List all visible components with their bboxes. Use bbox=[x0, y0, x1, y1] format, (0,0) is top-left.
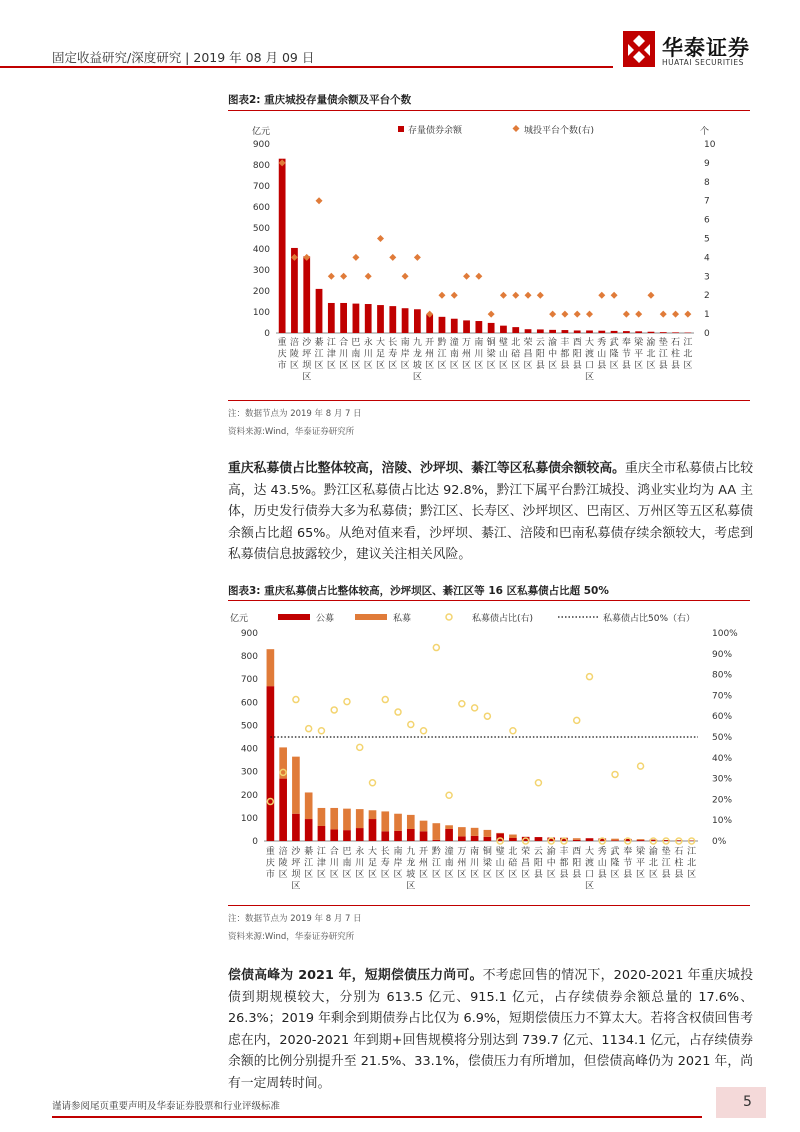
x-tick-label-渝北区: 渝北区 bbox=[646, 338, 656, 371]
point-ratio-武隆区 bbox=[612, 771, 618, 777]
bar-大足区 bbox=[377, 305, 384, 333]
x-tick-label-武隆区: 武隆区 bbox=[610, 847, 620, 880]
x-tick-label-南岸区: 南岸区 bbox=[400, 338, 410, 371]
x-tick-label-酉阳县: 酉阳县 bbox=[572, 338, 582, 371]
bar-渝北区 bbox=[648, 332, 655, 333]
bar-秀山县 bbox=[598, 331, 605, 333]
x-tick-label-巴南区: 巴南区 bbox=[351, 338, 361, 371]
bar-潼南区 bbox=[451, 319, 458, 333]
x-tick-label-綦江区: 綦江区 bbox=[304, 847, 314, 880]
bar-江津区 bbox=[328, 303, 335, 333]
x-tick-label-合川区: 合川区 bbox=[339, 338, 349, 371]
figure3-source: 资料来源:Wind，华泰证券研究所 bbox=[228, 932, 355, 942]
point-大渡口区 bbox=[586, 311, 593, 318]
figure2-top-rule bbox=[228, 110, 750, 111]
point-ratio-大足区 bbox=[370, 780, 376, 786]
bar-public-大渡口区 bbox=[586, 838, 594, 841]
bar-public-永川区 bbox=[356, 828, 364, 841]
point-奉节县 bbox=[623, 311, 630, 318]
x-tick-label-大足区: 大足区 bbox=[375, 338, 386, 371]
bar-合川区 bbox=[340, 303, 347, 333]
paragraph-private-bond-body: 重庆全市私募债占比较高，达 43.5%。黔江区私募债占比达 92.8%，黔江下属平台黔江城投、鸿业实业均为 AA 主体，历史发行债券大多为私募债；黔江区、长寿区、沙坪坝区、巴南区、万州区等五区私募债余额占比超 65%。从绝对值来看，沙坪坝、綦江、涪陵和巴南私募债存续余额较大，考虑到私募债信息披露较少，建议关注相关风险。 bbox=[228, 461, 754, 562]
header-divider bbox=[0, 66, 613, 68]
x-tick-label-江北区: 江北区 bbox=[687, 847, 697, 880]
bar-public-云阳县 bbox=[535, 837, 543, 841]
bar-永川区 bbox=[365, 304, 372, 333]
point-綦江区 bbox=[316, 197, 323, 204]
point-ratio-酉阳县 bbox=[574, 717, 580, 723]
bar-铜梁区 bbox=[488, 323, 495, 333]
point-梁平区 bbox=[635, 311, 642, 318]
point-荣昌区 bbox=[525, 292, 532, 299]
bar-private-大足区 bbox=[369, 810, 377, 819]
bar-public-北碚区 bbox=[509, 838, 517, 841]
y2-tick-label: 8 bbox=[704, 177, 710, 188]
point-长寿区 bbox=[389, 254, 396, 261]
page-number: 5 bbox=[743, 1094, 752, 1110]
y-tick-label: 700 bbox=[252, 182, 270, 192]
x-tick-label-长寿区: 长寿区 bbox=[388, 338, 398, 371]
figure2-source: 资料来源:Wind，华泰证券研究所 bbox=[228, 427, 355, 437]
point-ratio-万州区 bbox=[459, 701, 465, 707]
figure2-note: 注：数据节点为 2019 年 8 月 7 日 bbox=[228, 409, 362, 419]
bar-綦江区 bbox=[316, 289, 323, 333]
point-ratio-巴南区 bbox=[344, 699, 350, 705]
point-江北区 bbox=[684, 311, 691, 318]
y2-tick-label: 10% bbox=[712, 816, 733, 827]
x-tick-label-潼南区: 潼南区 bbox=[449, 338, 459, 371]
x-tick-label-开州区: 开州区 bbox=[419, 847, 429, 880]
x-tick-label-涪陵区: 涪陵区 bbox=[289, 338, 299, 371]
bar-public-九龙坡区 bbox=[407, 829, 415, 841]
bar-public-涪陵区 bbox=[279, 779, 287, 841]
bar-北碚区 bbox=[512, 327, 519, 333]
y2-tick-label: 6 bbox=[704, 215, 710, 226]
point-ratio-长寿区 bbox=[382, 697, 388, 703]
point-九龙坡区 bbox=[414, 254, 421, 261]
x-tick-label-江津区: 江津区 bbox=[326, 338, 336, 371]
x-tick-label-垫江县: 垫江县 bbox=[661, 847, 671, 880]
legend-swatch-ratio bbox=[446, 614, 452, 620]
bar-垫江县 bbox=[660, 332, 667, 333]
paragraph-repayment-peak-lead: 偿债高峰为 2021 年，短期偿债压力尚可。 bbox=[228, 968, 483, 983]
x-tick-label-南岸区: 南岸区 bbox=[393, 847, 403, 880]
x-tick-label-合川区: 合川区 bbox=[329, 847, 339, 880]
bar-private-铜梁区 bbox=[484, 830, 492, 837]
point-ratio-大渡口区 bbox=[587, 674, 593, 680]
point-渝中区 bbox=[549, 311, 556, 318]
bar-public-沙坪坝区 bbox=[292, 814, 300, 841]
bar-public-合川区 bbox=[330, 829, 338, 841]
x-tick-label-沙坪坝区: 沙坪坝区 bbox=[302, 338, 312, 383]
y2-tick-label: 3 bbox=[704, 272, 710, 283]
y-axis-unit-label: 亿元 bbox=[230, 614, 249, 624]
x-tick-label-江津区: 江津区 bbox=[316, 847, 326, 880]
legend-swatch-diamond bbox=[513, 125, 520, 132]
point-ratio-永川区 bbox=[357, 744, 363, 750]
bar-private-南川区 bbox=[471, 828, 479, 836]
y-tick-label: 100 bbox=[240, 813, 258, 824]
x-tick-label-沙坪坝区: 沙坪坝区 bbox=[291, 847, 301, 892]
y-tick-label: 700 bbox=[240, 675, 258, 686]
y-tick-label: 800 bbox=[252, 161, 270, 171]
y2-tick-label: 0% bbox=[712, 837, 727, 847]
x-tick-label-万州区: 万州区 bbox=[457, 847, 467, 880]
bar-酉阳县 bbox=[574, 330, 581, 333]
x-tick-label-永川区: 永川区 bbox=[355, 847, 365, 880]
bar-渝中区 bbox=[549, 330, 556, 333]
point-ratio-梁平区 bbox=[638, 763, 644, 769]
paragraph-private-bond-lead: 重庆私募债占比整体较高，涪陵、沙坪坝、綦江等区私募债余额较高。 bbox=[228, 461, 625, 476]
bar-private-永川区 bbox=[356, 809, 364, 828]
point-巴南区 bbox=[352, 254, 359, 261]
figure2-chart bbox=[228, 114, 750, 399]
legend-swatch-private bbox=[355, 614, 387, 620]
company-logo bbox=[622, 30, 782, 70]
bar-沙坪坝区 bbox=[303, 256, 310, 333]
paragraph-repayment-peak-body: 不考虑回售的情况下，2020-2021 年重庆城投债到期规模较大，分别为 613.5 亿元、915.1 亿元，占存续债券余额总量的 17.6%、26.3%；2019 年剩余到期债券占比仅为 6.9%，短期偿债压力不算太大。若将含权债回售考虑在内，2020-2021 年到期+回售规模将分别达到 739.7 亿元、1134.1 亿元，占存续债券余额的比例分别提升至 21.5%、33.1%，偿债压力有所增加，但偿债高峰仍为 2021 年，尚有一定周转时间。 bbox=[228, 968, 753, 1091]
x-tick-label-铜梁区: 铜梁区 bbox=[486, 338, 496, 371]
footer-disclaimer: 谨请参阅尾页重要声明及华泰证券股票和行业评级标准 bbox=[52, 1101, 281, 1112]
legend-label-threshold: 私募债占比50%（右） bbox=[603, 614, 696, 624]
bar-public-酉阳县 bbox=[573, 840, 581, 841]
bar-private-江津区 bbox=[318, 808, 326, 826]
x-tick-label-万州区: 万州区 bbox=[462, 338, 472, 371]
y2-tick-label: 1 bbox=[704, 310, 710, 321]
bar-private-黔江区 bbox=[432, 823, 440, 840]
y-tick-label: 300 bbox=[252, 266, 270, 276]
y2-tick-label: 80% bbox=[712, 670, 733, 681]
y2-tick-label: 0 bbox=[704, 329, 710, 339]
x-tick-label-大渡口区: 大渡口区 bbox=[584, 338, 595, 383]
x-tick-label-秀山县: 秀山县 bbox=[597, 847, 607, 880]
y2-tick-label: 60% bbox=[712, 712, 733, 723]
bar-丰都县 bbox=[562, 330, 569, 333]
bar-private-酉阳县 bbox=[573, 838, 581, 840]
x-tick-label-九龙坡区: 九龙坡区 bbox=[406, 847, 416, 892]
bar-云阳县 bbox=[537, 329, 544, 333]
bar-private-沙坪坝区 bbox=[292, 757, 300, 814]
point-北碚区 bbox=[512, 292, 519, 299]
figure3-note: 注：数据节点为 2019 年 8 月 7 日 bbox=[228, 914, 362, 924]
x-tick-label-涪陵区: 涪陵区 bbox=[278, 847, 288, 880]
x-tick-label-垫江县: 垫江县 bbox=[658, 338, 668, 371]
y2-tick-label: 20% bbox=[712, 795, 733, 806]
point-石柱县 bbox=[672, 311, 679, 318]
bar-public-潼南区 bbox=[445, 829, 453, 841]
point-永川区 bbox=[365, 273, 372, 280]
y-tick-label: 900 bbox=[252, 140, 270, 150]
bar-重庆市 bbox=[279, 159, 286, 333]
point-丰都县 bbox=[561, 311, 568, 318]
x-tick-label-荣昌区: 荣昌区 bbox=[523, 338, 533, 371]
footer-page-tab bbox=[716, 1087, 766, 1118]
bar-private-万州区 bbox=[458, 827, 466, 836]
point-铜梁区 bbox=[488, 311, 495, 318]
point-ratio-云阳县 bbox=[535, 780, 541, 786]
y-tick-label: 400 bbox=[252, 245, 270, 255]
x-tick-label-秀山县: 秀山县 bbox=[597, 338, 607, 371]
point-ratio-潼南区 bbox=[446, 792, 452, 798]
x-tick-label-璧山区: 璧山区 bbox=[498, 338, 508, 371]
x-tick-label-奉节县: 奉节县 bbox=[623, 847, 633, 880]
x-tick-label-重庆市: 重庆市 bbox=[265, 847, 275, 880]
point-ratio-江津区 bbox=[318, 728, 324, 734]
x-tick-label-云阳县: 云阳县 bbox=[535, 338, 545, 371]
x-tick-label-开州区: 开州区 bbox=[425, 338, 435, 371]
paragraph-private-bond bbox=[228, 458, 753, 566]
figure3-chart bbox=[228, 603, 750, 903]
bar-public-铜梁区 bbox=[484, 837, 492, 841]
point-黔江区 bbox=[438, 292, 445, 299]
x-tick-label-丰都县: 丰都县 bbox=[560, 338, 570, 371]
y2-tick-label: 4 bbox=[704, 253, 710, 264]
bar-private-九龙坡区 bbox=[407, 815, 415, 829]
x-tick-label-石柱县: 石柱县 bbox=[674, 847, 684, 880]
x-tick-label-南川区: 南川区 bbox=[470, 847, 480, 880]
bar-public-黔江区 bbox=[432, 840, 440, 841]
point-璧山区 bbox=[500, 292, 507, 299]
y2-tick-label: 30% bbox=[712, 774, 733, 785]
x-tick-label-荣昌区: 荣昌区 bbox=[521, 847, 531, 880]
bar-private-武隆区 bbox=[611, 839, 619, 841]
bar-public-武隆区 bbox=[611, 840, 619, 841]
bar-private-梁平区 bbox=[637, 839, 645, 840]
bar-万州区 bbox=[463, 320, 470, 333]
y-tick-label: 200 bbox=[252, 287, 270, 297]
point-ratio-沙坪坝区 bbox=[293, 697, 299, 703]
x-tick-label-梁平区: 梁平区 bbox=[634, 338, 644, 371]
x-tick-label-南川区: 南川区 bbox=[474, 338, 484, 371]
paragraph-repayment-peak bbox=[228, 965, 753, 1094]
bar-长寿区 bbox=[389, 306, 396, 333]
bar-private-开州区 bbox=[420, 821, 428, 832]
point-武隆区 bbox=[611, 292, 618, 299]
x-tick-label-綦江区: 綦江区 bbox=[314, 338, 324, 371]
point-垫江县 bbox=[660, 311, 667, 318]
y-axis-unit-label: 亿元 bbox=[252, 127, 271, 137]
logo-text-en: HUATAI SECURITIES bbox=[662, 58, 744, 67]
y2-tick-label: 90% bbox=[712, 649, 733, 660]
x-tick-label-武隆区: 武隆区 bbox=[609, 338, 619, 371]
figure3-title: 图表3: 重庆私募债占比整体较高，沙坪坝区、綦江区等 16 区私募债占比超 50% bbox=[228, 585, 609, 597]
point-万州区 bbox=[463, 273, 470, 280]
x-tick-label-黔江区: 黔江区 bbox=[437, 338, 447, 371]
bar-public-江津区 bbox=[318, 826, 326, 841]
y2-tick-label: 100% bbox=[712, 629, 738, 639]
x-tick-label-酉阳县: 酉阳县 bbox=[572, 847, 582, 880]
bar-荣昌区 bbox=[525, 329, 532, 333]
y2-tick-label: 9 bbox=[704, 158, 710, 169]
point-江津区 bbox=[328, 273, 335, 280]
point-酉阳县 bbox=[574, 311, 581, 318]
bar-public-开州区 bbox=[420, 831, 428, 841]
point-合川区 bbox=[340, 273, 347, 280]
y-tick-label: 500 bbox=[252, 224, 270, 234]
x-tick-label-铜梁区: 铜梁区 bbox=[482, 847, 492, 880]
bar-南川区 bbox=[475, 321, 482, 333]
y2-tick-label: 70% bbox=[712, 691, 733, 702]
figure3-top-rule bbox=[228, 600, 750, 601]
report-header-title: 固定收益研究/深度研究 | 2019 年 08 月 09 日 bbox=[52, 50, 315, 65]
y-tick-label: 900 bbox=[240, 629, 258, 639]
x-tick-label-长寿区: 长寿区 bbox=[380, 847, 390, 880]
figure3-bottom-rule bbox=[228, 905, 750, 906]
y2-tick-label: 40% bbox=[712, 753, 733, 764]
point-ratio-南岸区 bbox=[395, 709, 401, 715]
figure2-bottom-rule bbox=[228, 400, 750, 401]
bar-private-潼南区 bbox=[445, 825, 453, 829]
y-tick-label: 600 bbox=[252, 203, 270, 213]
x-tick-label-巴南区: 巴南区 bbox=[342, 847, 352, 880]
bar-public-长寿区 bbox=[381, 831, 389, 841]
x-tick-label-丰都县: 丰都县 bbox=[559, 847, 569, 880]
bar-public-梁平区 bbox=[637, 840, 645, 841]
bar-梁平区 bbox=[635, 331, 642, 333]
y2-tick-label: 2 bbox=[704, 291, 710, 302]
bar-private-重庆市 bbox=[267, 649, 275, 686]
legend-swatch-bar bbox=[398, 126, 404, 132]
point-ratio-铜梁区 bbox=[484, 713, 490, 719]
y-tick-label: 200 bbox=[240, 790, 258, 801]
x-tick-label-江北区: 江北区 bbox=[683, 338, 693, 371]
x-tick-label-大渡口区: 大渡口区 bbox=[584, 847, 595, 892]
logo-text-cn: 华泰证券 bbox=[662, 36, 750, 60]
x-tick-label-石柱县: 石柱县 bbox=[671, 338, 681, 371]
bar-private-綦江区 bbox=[305, 792, 313, 819]
bar-巴南区 bbox=[353, 304, 360, 333]
y2-axis-unit-label: 个 bbox=[700, 127, 710, 137]
bar-public-南岸区 bbox=[394, 831, 402, 841]
x-tick-label-大足区: 大足区 bbox=[367, 847, 378, 880]
point-南川区 bbox=[475, 273, 482, 280]
bar-大渡口区 bbox=[586, 330, 593, 333]
legend-label-public: 公募 bbox=[316, 614, 335, 624]
point-秀山县 bbox=[598, 292, 605, 299]
y2-tick-label: 10 bbox=[704, 140, 716, 150]
legend-label-bar: 存量债券余额 bbox=[408, 126, 463, 136]
x-tick-label-渝北区: 渝北区 bbox=[648, 847, 658, 880]
y-tick-label: 0 bbox=[252, 837, 258, 847]
bar-public-南川区 bbox=[471, 836, 479, 841]
bar-石柱县 bbox=[672, 332, 679, 333]
bar-public-綦江区 bbox=[305, 819, 313, 841]
bar-private-北碚区 bbox=[509, 835, 517, 838]
y-tick-label: 500 bbox=[240, 721, 258, 732]
x-tick-label-潼南区: 潼南区 bbox=[444, 847, 454, 880]
point-ratio-北碚区 bbox=[510, 728, 516, 734]
x-tick-label-重庆市: 重庆市 bbox=[277, 338, 287, 371]
point-ratio-黔江区 bbox=[433, 645, 439, 651]
y-tick-label: 100 bbox=[252, 308, 270, 318]
y2-tick-label: 5 bbox=[704, 234, 710, 245]
bar-public-万州区 bbox=[458, 836, 466, 841]
x-tick-label-北碚区: 北碚区 bbox=[508, 847, 518, 880]
y2-tick-label: 50% bbox=[712, 733, 733, 743]
x-tick-label-黔江区: 黔江区 bbox=[431, 847, 441, 880]
point-ratio-九龙坡区 bbox=[408, 722, 414, 728]
bar-private-合川区 bbox=[330, 808, 338, 829]
x-tick-label-九龙坡区: 九龙坡区 bbox=[412, 338, 422, 383]
point-云阳县 bbox=[537, 292, 544, 299]
bar-黔江区 bbox=[439, 317, 446, 333]
footer-divider bbox=[52, 1116, 702, 1118]
bar-public-大足区 bbox=[369, 819, 377, 841]
legend-label-diamond: 城投平台个数(右) bbox=[524, 126, 595, 136]
bar-武隆区 bbox=[611, 331, 618, 333]
legend-label-private: 私募 bbox=[393, 614, 412, 624]
point-ratio-开州区 bbox=[421, 728, 427, 734]
y2-tick-label: 7 bbox=[704, 196, 710, 207]
x-tick-label-璧山区: 璧山区 bbox=[495, 847, 505, 880]
point-ratio-綦江区 bbox=[306, 726, 312, 732]
huatai-logo-icon bbox=[622, 30, 656, 68]
y-tick-label: 0 bbox=[264, 329, 270, 339]
point-大足区 bbox=[377, 235, 384, 242]
figure2-title: 图表2: 重庆城投存量债余额及平台个数 bbox=[228, 94, 412, 106]
x-tick-label-渝中区: 渝中区 bbox=[548, 338, 558, 371]
point-渝北区 bbox=[647, 292, 654, 299]
x-tick-label-梁平区: 梁平区 bbox=[636, 847, 646, 880]
bar-奉节县 bbox=[623, 331, 630, 333]
y-tick-label: 600 bbox=[240, 698, 258, 709]
bar-public-重庆市 bbox=[267, 686, 275, 841]
point-ratio-合川区 bbox=[331, 707, 337, 713]
bar-public-巴南区 bbox=[343, 830, 351, 841]
point-潼南区 bbox=[451, 292, 458, 299]
x-tick-label-奉节县: 奉节县 bbox=[621, 338, 631, 371]
y-tick-label: 300 bbox=[240, 767, 258, 778]
x-tick-label-渝中区: 渝中区 bbox=[546, 847, 556, 880]
bar-南岸区 bbox=[402, 308, 409, 333]
bar-璧山区 bbox=[500, 326, 507, 333]
bar-private-巴南区 bbox=[343, 809, 351, 830]
bar-九龙坡区 bbox=[414, 309, 421, 333]
bar-private-长寿区 bbox=[381, 811, 389, 831]
y-tick-label: 400 bbox=[240, 744, 258, 755]
legend-swatch-public bbox=[278, 614, 310, 620]
point-ratio-南川区 bbox=[472, 705, 478, 711]
x-tick-label-永川区: 永川区 bbox=[363, 338, 373, 371]
point-南岸区 bbox=[402, 273, 409, 280]
bar-private-南岸区 bbox=[394, 814, 402, 831]
x-tick-label-北碚区: 北碚区 bbox=[511, 338, 521, 371]
legend-label-ratio: 私募债占比(右) bbox=[472, 614, 534, 624]
y-tick-label: 800 bbox=[240, 652, 258, 663]
x-tick-label-云阳县: 云阳县 bbox=[533, 847, 543, 880]
